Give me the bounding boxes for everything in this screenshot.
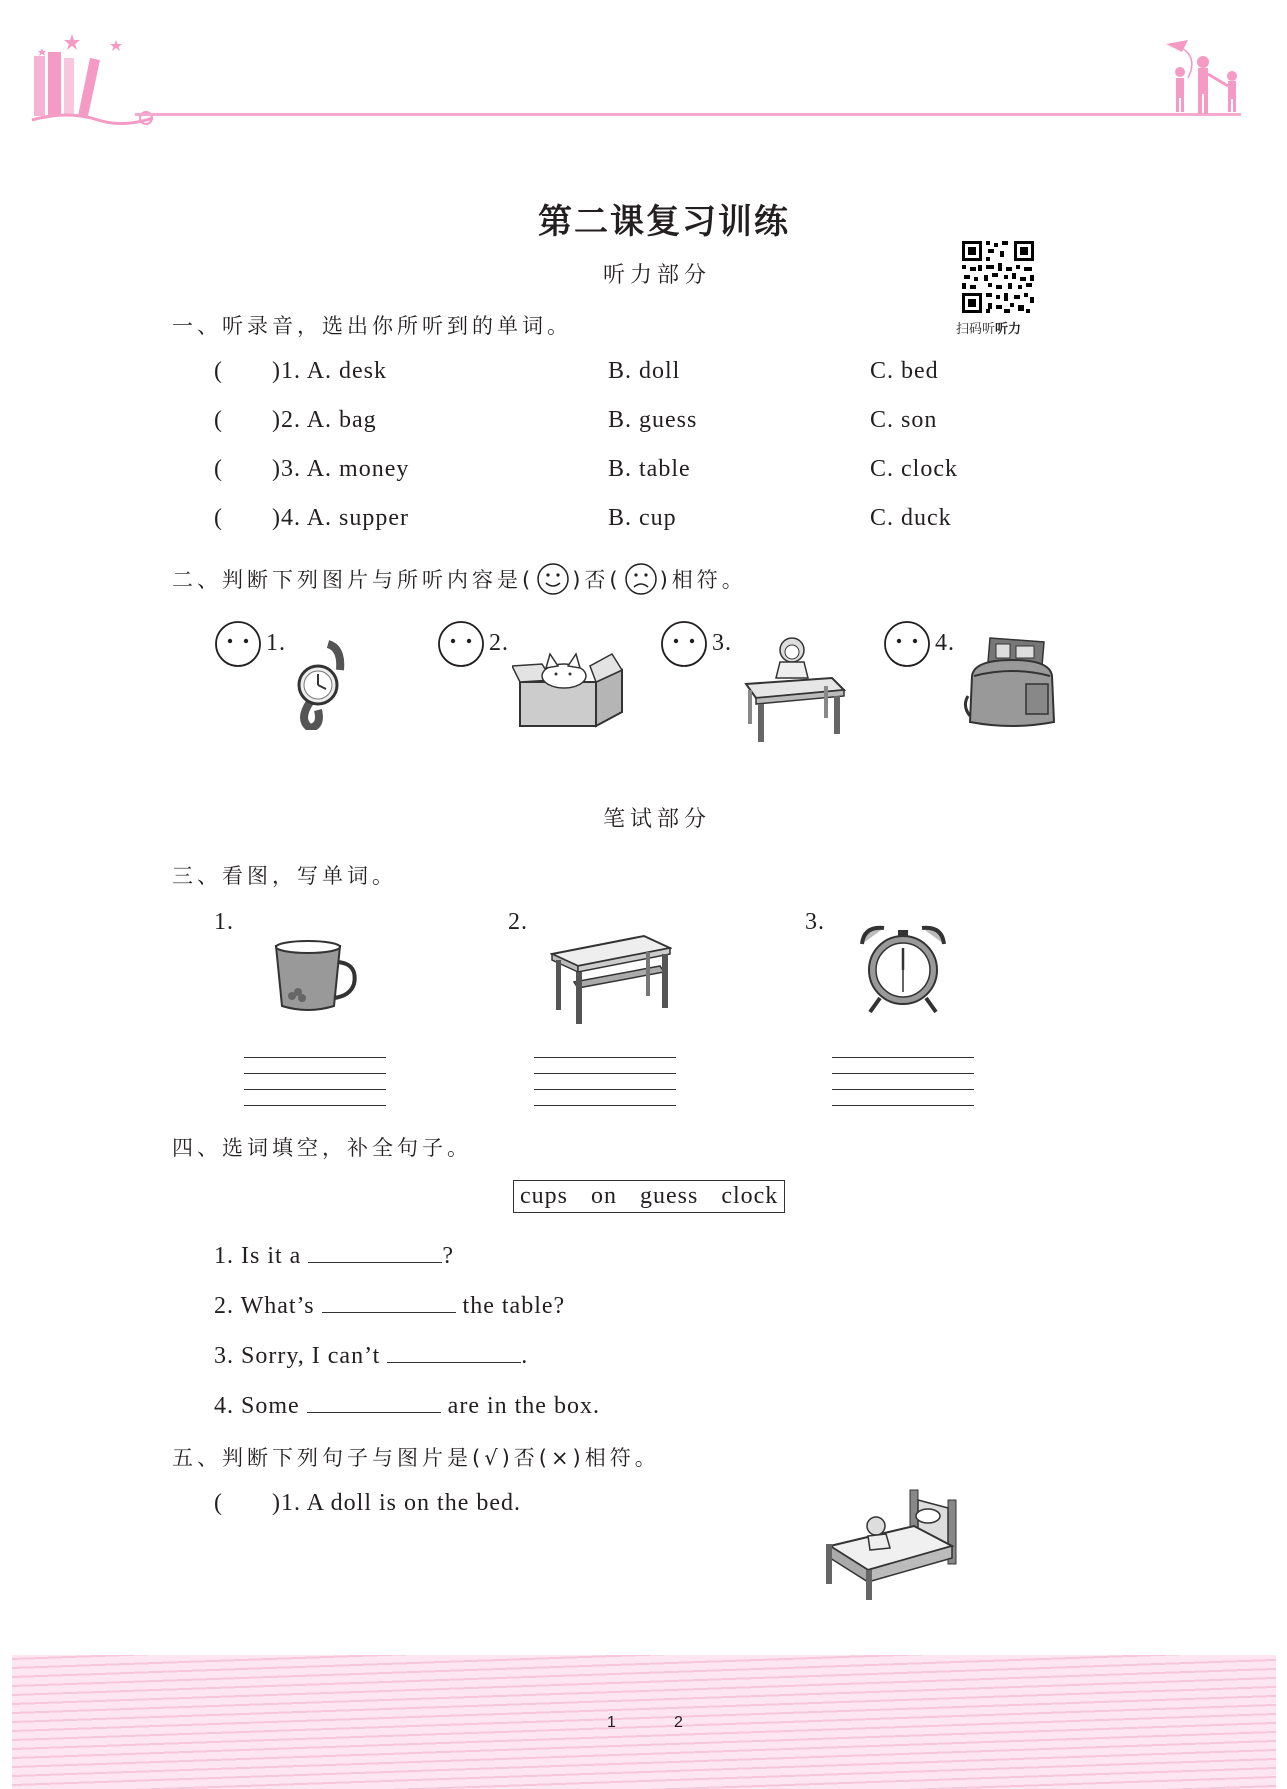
section1-item-4: ( )4. A. supper	[214, 505, 410, 531]
option-b: B. cup	[608, 505, 677, 531]
listening-heading: 听力部分	[603, 263, 712, 288]
section4-sentence-2	[214, 1290, 565, 1320]
header-rule	[135, 113, 1241, 116]
sentence-pre: 3. Sorry, I can’t	[214, 1343, 388, 1369]
schoolbag-icon	[962, 636, 1062, 730]
option-b: B. guess	[608, 407, 698, 433]
qr-caption-prefix: 扫码听	[956, 322, 996, 337]
qr-code[interactable]	[960, 239, 1036, 315]
option-c: C. son	[870, 407, 938, 433]
option-c: C. duck	[870, 505, 952, 531]
cat-in-box-picture	[512, 646, 628, 732]
option-a: A. bag	[306, 407, 377, 433]
qr-code-icon	[960, 239, 1036, 315]
qr-caption	[956, 318, 1021, 337]
item-number: )2.	[272, 407, 301, 433]
footer-band	[12, 1655, 1276, 1789]
section4-sentence-1	[214, 1240, 454, 1270]
option-c: C. clock	[870, 456, 958, 482]
writing-line[interactable]	[244, 1073, 386, 1074]
answer-blank[interactable]	[387, 1340, 521, 1363]
sentence-post: .	[521, 1343, 529, 1369]
answer-face-icon[interactable]	[660, 620, 708, 668]
writing-line[interactable]	[832, 1089, 974, 1090]
smiley-face-icon	[536, 562, 570, 596]
qr-caption-bold: 听力	[995, 322, 1022, 337]
cup-icon	[270, 940, 360, 1014]
statement: )1. A doll is on the bed.	[272, 1490, 521, 1516]
doll-on-bed-icon	[824, 1486, 960, 1602]
section3-item-label: 2.	[508, 909, 528, 935]
section1-heading: 一、听录音，选出你所听到的单词。	[172, 314, 572, 338]
writing-line[interactable]	[244, 1105, 386, 1106]
sentence-post: are in the box.	[440, 1393, 600, 1419]
section1-item-2: ( )2. A. bag	[214, 407, 377, 433]
option-b: B. doll	[608, 358, 681, 384]
writing-line[interactable]	[244, 1089, 386, 1090]
section4-heading: 四、选词填空，补全句子。	[172, 1136, 472, 1160]
doll-on-desk-picture	[740, 632, 852, 748]
writing-line[interactable]	[534, 1089, 676, 1090]
section2-item-3	[660, 620, 708, 672]
answer-face-icon[interactable]	[437, 620, 485, 668]
doll-on-bed-picture	[824, 1486, 960, 1606]
books-stars-icon	[28, 18, 158, 128]
option-a: A. money	[306, 456, 410, 482]
writing-line[interactable]	[534, 1057, 676, 1058]
section2-item-label: 2.	[489, 630, 509, 656]
page-title: 第二课复习训练	[538, 202, 790, 242]
section3-heading: 三、看图，写单词。	[172, 864, 397, 888]
section1-item-1: ( )1. A. desk	[214, 358, 388, 384]
answer-face-icon[interactable]	[214, 620, 262, 668]
writing-line[interactable]	[534, 1073, 676, 1074]
item-number: )4.	[272, 505, 301, 531]
section2-heading-b: )否(	[572, 568, 622, 592]
item-number: )3.	[272, 456, 301, 482]
page-number-left: 1	[607, 1714, 616, 1731]
section2-heading	[172, 562, 747, 596]
alarm-clock-picture	[858, 922, 948, 1018]
cup-picture	[270, 940, 360, 1018]
sentence-post: ?	[442, 1243, 454, 1269]
section2-item-4	[883, 620, 931, 672]
section5-item-1: ( )1. A doll is on the bed.	[214, 1490, 521, 1516]
answer-blank[interactable]	[322, 1290, 456, 1313]
section2-heading-a: 二、判断下列图片与所听内容是(	[172, 568, 535, 592]
schoolbag-picture	[962, 636, 1062, 734]
section4-sentence-3	[214, 1340, 528, 1370]
kids-kite-icon	[1158, 38, 1248, 116]
answer-blank[interactable]	[308, 1240, 442, 1263]
watch-icon	[288, 640, 358, 730]
option-c: C. bed	[870, 358, 939, 384]
cat-in-box-icon	[512, 646, 628, 728]
watch-picture	[288, 640, 358, 734]
answer-face-icon[interactable]	[883, 620, 931, 668]
table-picture	[550, 934, 672, 1030]
section2-item-label: 4.	[935, 630, 955, 656]
option-a: A. supper	[306, 505, 410, 531]
writing-line[interactable]	[832, 1057, 974, 1058]
section2-item-label: 1.	[266, 630, 286, 656]
alarm-clock-icon	[858, 922, 948, 1014]
writing-line[interactable]	[832, 1105, 974, 1106]
writing-line[interactable]	[832, 1073, 974, 1074]
section4-sentence-4	[214, 1390, 600, 1420]
sentence-pre: 4. Some	[214, 1393, 307, 1419]
section2-item-1	[214, 620, 262, 672]
section2-heading-c: )相符。	[659, 568, 747, 592]
sentence-pre: 1. Is it a	[214, 1243, 309, 1269]
writing-heading: 笔试部分	[603, 807, 712, 832]
section5-heading: 五、判断下列句子与图片是(√)否(×)相符。	[172, 1446, 660, 1470]
section1-item-3: ( )3. A. money	[214, 456, 410, 482]
option-a: A. desk	[306, 358, 388, 384]
header-decoration-right	[1158, 38, 1248, 116]
page-number-right: 2	[674, 1714, 683, 1731]
table-icon	[550, 934, 672, 1026]
item-number: )1.	[272, 358, 301, 384]
answer-blank[interactable]	[307, 1390, 441, 1413]
word-bank: cups on guess clock	[513, 1180, 785, 1213]
writing-line[interactable]	[244, 1057, 386, 1058]
sentence-pre: 2. What’s	[214, 1293, 322, 1319]
writing-line[interactable]	[534, 1105, 676, 1106]
option-b: B. table	[608, 456, 691, 482]
header-decoration-left	[28, 18, 158, 128]
section3-item-label: 1.	[214, 909, 234, 935]
section2-item-label: 3.	[712, 630, 732, 656]
sentence-post: the table?	[455, 1293, 566, 1319]
sad-face-icon	[624, 562, 658, 596]
section2-item-2	[437, 620, 485, 672]
doll-on-desk-icon	[740, 632, 852, 744]
section3-item-label: 3.	[805, 909, 825, 935]
